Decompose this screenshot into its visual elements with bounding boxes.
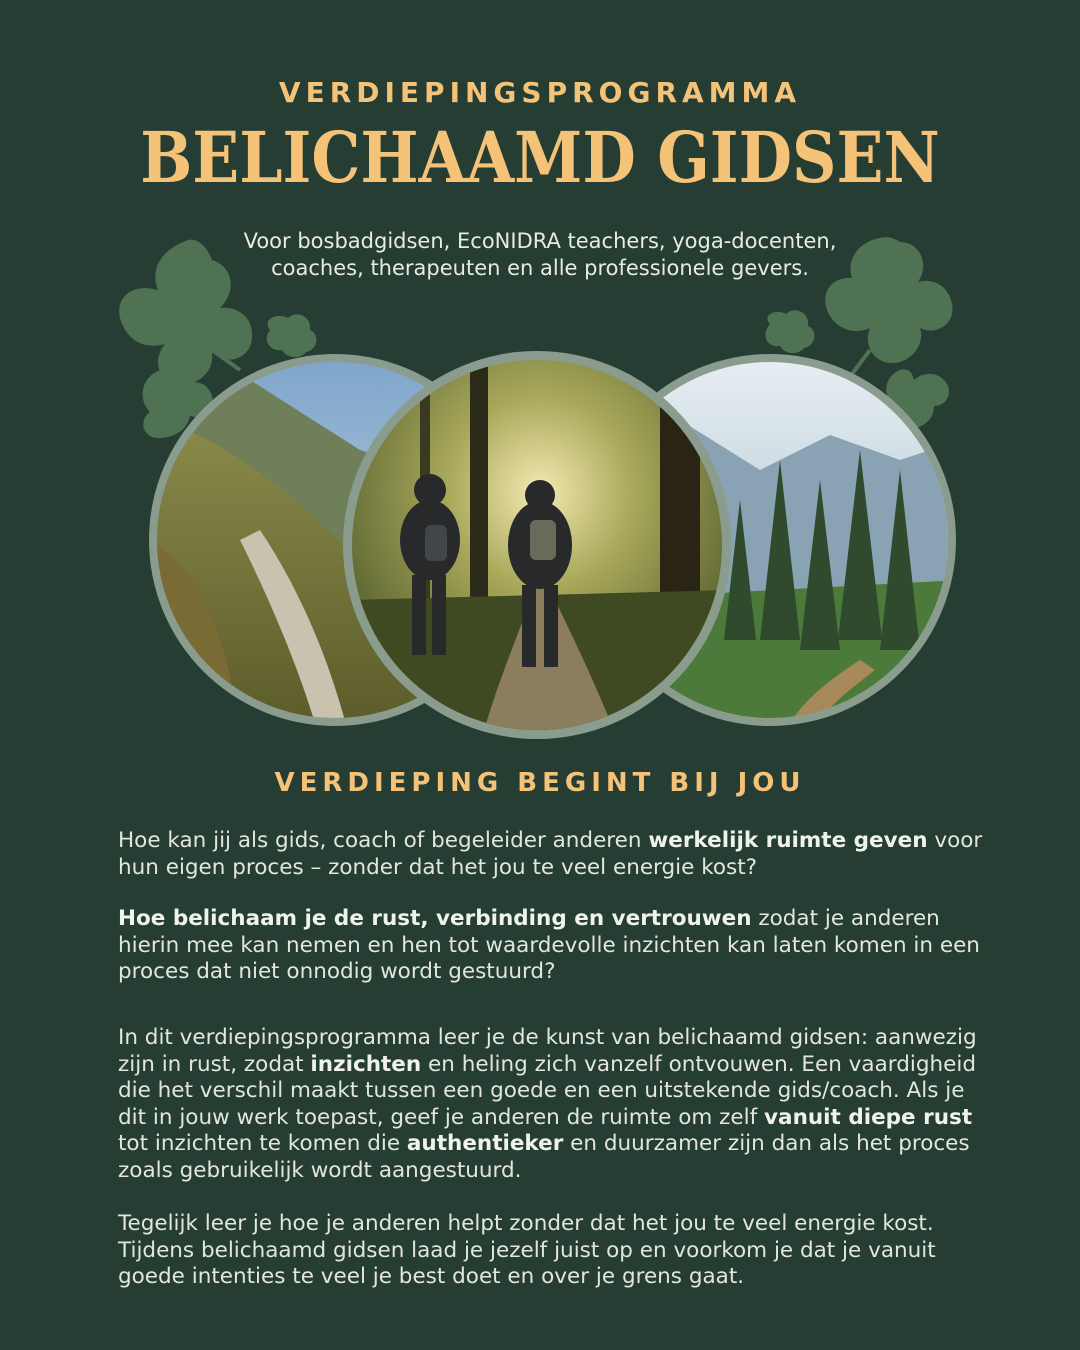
subtitle-line-1: Voor bosbadgidsen, EcoNIDRA teachers, yoga-docenten, [243, 229, 837, 253]
paragraph-2-text: zodat je anderen hierin mee kan nemen en hen tot waardevolle inzichten kan laten komen in een proces dat niet onnodig wordt gestuurd? [118, 906, 980, 984]
subtitle-line-2: coaches, therapeuten en alle professionele gevers. [271, 256, 809, 280]
section-heading: VERDIEPING BEGINT BIJ JOU [274, 768, 806, 798]
program-eyebrow: VERDIEPINGSPROGRAMMA [278, 76, 802, 109]
audience-subtitle [0, 228, 1080, 282]
paragraph-1 [118, 828, 998, 881]
photo-circles [0, 340, 1080, 740]
paragraph-4-text: Tegelijk leer je hoe je anderen helpt zonder dat het jou te veel energie kost. Tijdens belichaamd gidsen laad je jezelf juist op en voorkom je dat je vanuit goede intenties te veel je best doet en over je grens gaat. [118, 1211, 936, 1289]
paragraph-2 [118, 906, 998, 986]
paragraph-3 [118, 1025, 998, 1184]
paragraph-3-text: tot inzichten te komen die [118, 1131, 407, 1156]
paragraph-3-text: In dit verdiepingsprogramma leer je de kunst van belichaamd gidsen: aanwezig zijn in rust, zodat [118, 1025, 977, 1077]
paragraph-1-emphasis: werkelijk ruimte geven [648, 828, 928, 853]
paragraph-4 [118, 1211, 998, 1291]
paragraph-3-emphasis-inzichten: inzichten [310, 1051, 422, 1077]
paragraph-1-text-end: voor hun eigen proces – zonder dat het jou te veel energie kost? [118, 828, 983, 880]
paragraph-3-text: en duurzamer zijn dan als het proces zoals gebruikelijk wordt aangestuurd. [118, 1131, 970, 1183]
forest-hikers-photo [343, 351, 731, 740]
paragraph-1-text: Hoe kan jij als gids, coach of begeleider anderen [118, 828, 649, 853]
paragraph-3-text: en heling zich vanzelf ontvouwen. Een vaardigheid die het verschil maakt tussen een goede en een uitstekende gids/coach. Als je dit in jouw werk toepast, geef je anderen de ruimte om zelf [118, 1051, 976, 1130]
paragraph-3-emphasis-authentieker: authentieker [406, 1131, 564, 1156]
page-title: BELICHAAMD GIDSEN [140, 116, 940, 199]
paragraph-3-emphasis-rust: vanuit diepe rust [764, 1104, 973, 1130]
paragraph-2-emphasis: Hoe belichaam je de rust, verbinding en vertrouwen [118, 906, 752, 931]
